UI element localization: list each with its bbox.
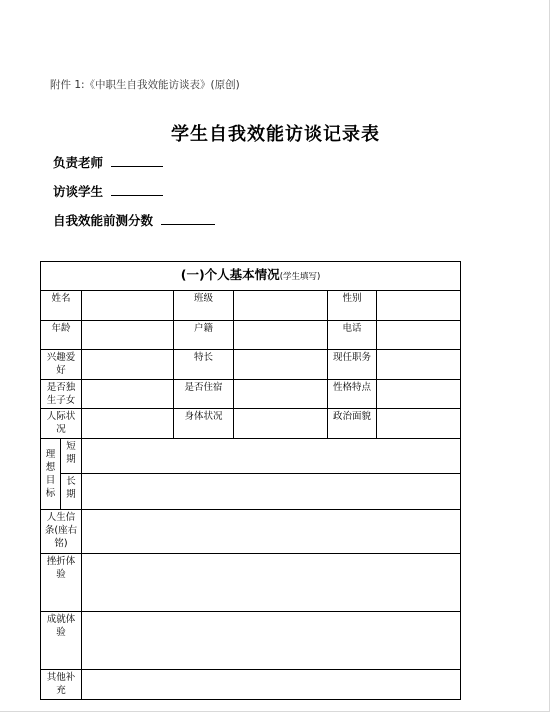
political-cell[interactable]: [377, 409, 461, 439]
health-label: 身体状况: [174, 409, 234, 439]
long-term-label: 长期: [61, 474, 82, 510]
health-cell[interactable]: [234, 409, 328, 439]
achievement-label: 成就体验: [41, 612, 82, 670]
teacher-blank[interactable]: [111, 154, 163, 167]
personality-cell[interactable]: [377, 380, 461, 409]
achievement-cell[interactable]: [82, 612, 461, 670]
political-label: 政治面貌: [328, 409, 377, 439]
only-child-cell[interactable]: [82, 380, 174, 409]
short-term-cell[interactable]: [82, 439, 461, 474]
student-label: 访谈学生: [53, 184, 104, 199]
motto-label: 人生信条(座右铭): [41, 510, 82, 554]
long-term-cell[interactable]: [82, 474, 461, 510]
phone-label: 电话: [328, 321, 377, 350]
ideal-label: 理想目标: [41, 439, 61, 510]
basic-info-table: [40, 261, 461, 700]
specialty-label: 特长: [174, 350, 234, 380]
age-label: 年龄: [41, 321, 82, 350]
student-blank[interactable]: [111, 183, 163, 196]
score-blank[interactable]: [161, 212, 215, 225]
specialty-cell[interactable]: [234, 350, 328, 380]
class-label: 班级: [174, 291, 234, 321]
only-child-label: 是否独生子女: [41, 380, 82, 409]
section-header: [41, 262, 461, 291]
position-label: 现任职务: [328, 350, 377, 380]
short-term-label: 短期: [61, 439, 82, 474]
relations-cell[interactable]: [82, 409, 174, 439]
setback-label: 挫折体验: [41, 554, 82, 612]
name-label: 姓名: [41, 291, 82, 321]
phone-cell[interactable]: [377, 321, 461, 350]
score-label: 自我效能前测分数: [53, 213, 154, 228]
document-title: 学生自我效能访谈记录表: [171, 124, 380, 145]
gender-cell[interactable]: [377, 291, 461, 321]
teacher-field: [53, 153, 163, 171]
other-label: 其他补充: [41, 670, 82, 700]
age-cell[interactable]: [82, 321, 174, 350]
other-cell[interactable]: [82, 670, 461, 700]
hobbies-label: 兴趣爱好: [41, 350, 82, 380]
section-note: (学生填写): [279, 272, 321, 282]
name-cell[interactable]: [82, 291, 174, 321]
motto-cell[interactable]: [82, 510, 461, 554]
gender-label: 性别: [328, 291, 377, 321]
boarding-label: 是否住宿: [174, 380, 234, 409]
score-field: [53, 211, 215, 229]
hobbies-cell[interactable]: [82, 350, 174, 380]
hukou-cell[interactable]: [234, 321, 328, 350]
student-field: [53, 182, 163, 200]
teacher-label: 负责老师: [53, 155, 104, 170]
position-cell[interactable]: [377, 350, 461, 380]
personality-label: 性格特点: [328, 380, 377, 409]
setback-cell[interactable]: [82, 554, 461, 612]
attachment-line: 附件 1:《中职生自我效能访谈表》(原创): [50, 79, 240, 91]
relations-label: 人际状况: [41, 409, 82, 439]
hukou-label: 户籍: [174, 321, 234, 350]
section-title: (一)个人基本情况: [180, 267, 280, 282]
boarding-cell[interactable]: [234, 380, 328, 409]
class-cell[interactable]: [234, 291, 328, 321]
